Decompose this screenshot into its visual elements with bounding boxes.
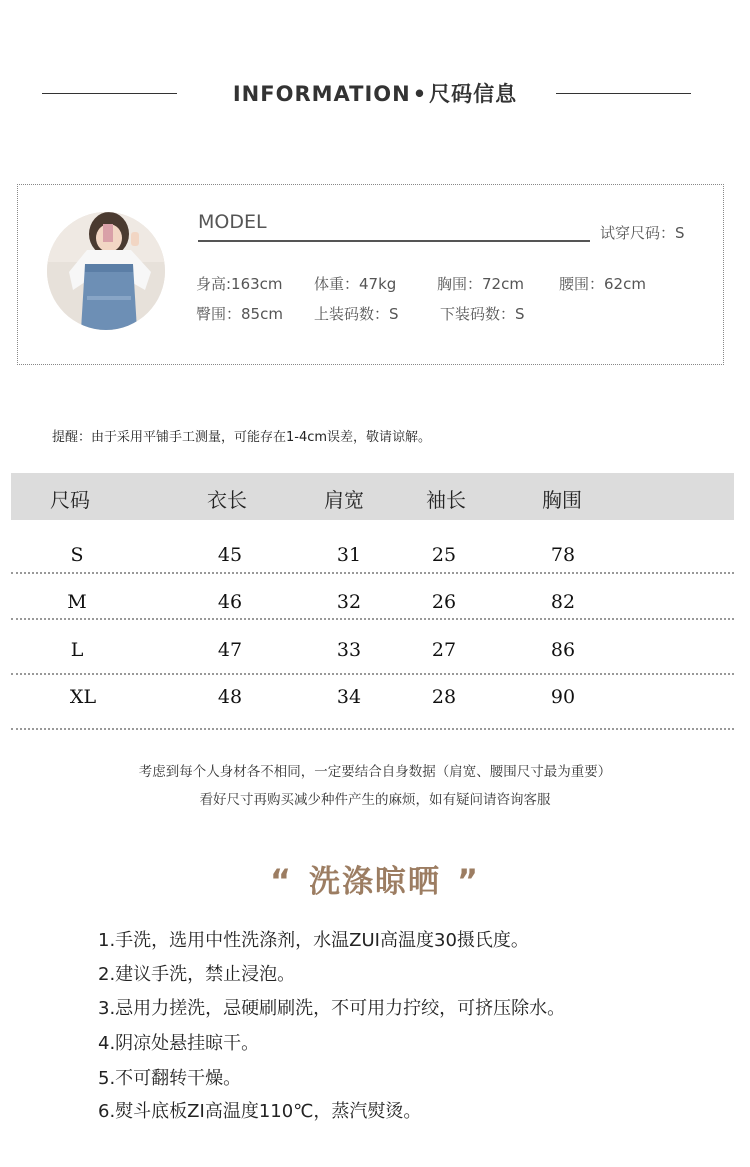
- cell-bust: 90: [550, 686, 576, 708]
- title-en: INFORMATION: [232, 82, 411, 106]
- cell-length: 45: [217, 544, 243, 566]
- stat-weight: 体重：47kg: [314, 275, 397, 293]
- cell-sleeve: 25: [431, 544, 457, 566]
- cell-size: S: [70, 544, 84, 566]
- title-cn: 尺码信息: [429, 82, 518, 106]
- wash-item: 1.手洗，选用中性洗涤剂，水温ZUI高温度30摄氏度。: [98, 930, 529, 951]
- cell-length: 46: [217, 591, 243, 613]
- section-title-information: [0, 78, 750, 108]
- wash-section-title: [0, 856, 750, 901]
- stat-top-size: 上装码数：S: [314, 305, 399, 323]
- stat-bust: 胸围：72cm: [437, 275, 524, 293]
- cell-bust: 82: [550, 591, 576, 613]
- cell-sleeve: 27: [431, 639, 457, 661]
- row-divider: [11, 728, 734, 730]
- size-note-2: 看好尺寸再购买减少种件产生的麻烦，如有疑问请咨询客服: [199, 792, 551, 808]
- header-length: 衣长: [207, 488, 247, 512]
- cell-length: 47: [217, 639, 243, 661]
- cell-shoulder: 31: [336, 544, 362, 566]
- model-avatar: [47, 212, 165, 330]
- cell-bust: 86: [550, 639, 576, 661]
- cell-size: M: [67, 591, 87, 613]
- cell-shoulder: 33: [336, 639, 362, 661]
- wash-title-text: 洗涤晾晒: [309, 864, 441, 900]
- cell-bust: 78: [550, 544, 576, 566]
- row-divider: [11, 673, 734, 675]
- stat-hip: 臀围：85cm: [196, 305, 283, 323]
- measurement-reminder: 提醒：由于采用平铺手工测量，可能存在1-4cm误差，敬请谅解。: [52, 430, 432, 445]
- stat-waist: 腰围：62cm: [559, 275, 646, 293]
- model-underline: [198, 240, 590, 242]
- wash-item: 6.熨斗底板ZI高温度110℃，蒸汽熨烫。: [98, 1101, 422, 1122]
- cell-shoulder: 32: [336, 591, 362, 613]
- cell-sleeve: 28: [431, 686, 457, 708]
- header-size: 尺码: [50, 488, 90, 512]
- header-bust: 胸围: [542, 488, 582, 512]
- wash-item: 4.阴凉处悬挂晾干。: [98, 1033, 260, 1054]
- try-on-size: 试穿尺码：S: [600, 224, 685, 242]
- title-separator: •: [412, 82, 428, 106]
- header-shoulder: 肩宽: [324, 488, 364, 512]
- cell-size: XL: [69, 686, 97, 708]
- row-divider: [11, 572, 734, 574]
- wash-item: 5.不可翻转干燥。: [98, 1068, 242, 1089]
- cell-sleeve: 26: [431, 591, 457, 613]
- size-table-header: [11, 473, 734, 520]
- cell-shoulder: 34: [336, 686, 362, 708]
- wash-item: 3.忌用力搓洗，忌硬刷刷洗，不可用力拧绞，可挤压除水。: [98, 998, 566, 1019]
- close-quote: ”: [457, 862, 481, 900]
- stat-bottom-size: 下装码数：S: [440, 305, 525, 323]
- row-divider: [11, 618, 734, 620]
- wash-item: 2.建议手洗，禁止浸泡。: [98, 964, 296, 985]
- cell-size: L: [70, 639, 84, 661]
- stat-height: 身高:163cm: [196, 275, 283, 293]
- size-note-1: 考虑到每个人身材各不相同，一定要结合自身数据（肩宽、腰围尺寸最为重要）: [138, 764, 612, 780]
- cell-length: 48: [217, 686, 243, 708]
- open-quote: “: [269, 862, 293, 900]
- header-sleeve: 袖长: [426, 488, 466, 512]
- model-label: MODEL: [198, 211, 267, 233]
